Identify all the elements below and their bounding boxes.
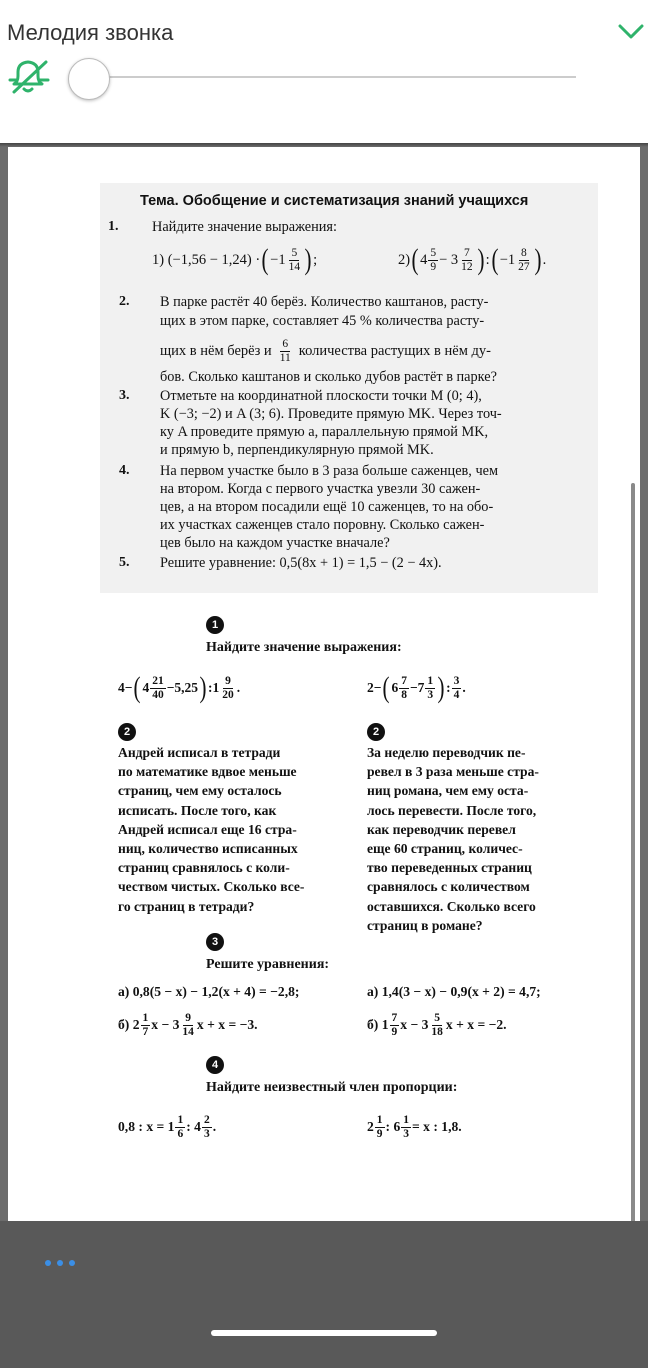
fraction: $\frac{3}{4}$ (453, 674, 460, 701)
slider-track[interactable] (88, 76, 576, 78)
fraction: $\frac{1}{7}$ (142, 1011, 149, 1038)
task-line: на втором. Когда с первого участка увезли 30 сажен- (160, 481, 481, 497)
task-line-part: количества растущих в нём ду- (298, 342, 491, 359)
text-line: страниц, чем ему осталось (118, 783, 282, 799)
number-badge: 4 (206, 1056, 224, 1074)
bell-off-icon[interactable] (8, 58, 52, 98)
text-line: по математике вдвое меньше (118, 764, 297, 780)
expr-part: : (446, 680, 451, 695)
task-line: Отметьте на координатной плоскости точки M (0; 4), (160, 388, 482, 404)
proportion-right (367, 1109, 462, 1145)
task-line: На первом участке было в 3 раза больше саженцев, чем (160, 463, 499, 479)
text-line: Андрей исписал в тетради (118, 745, 281, 760)
proportion-left (118, 1109, 216, 1145)
text-line: Андрей исписал еще 16 стра- (118, 821, 297, 837)
text-line: За неделю переводчик пе- (367, 745, 526, 760)
task-number: 1. (108, 219, 119, 234)
expr-part: ; (313, 251, 318, 268)
task-line: бов. Сколько каштанов и сколько дубов растёт в парке? (160, 369, 497, 385)
expr-part: . (462, 680, 466, 695)
expression-2: 2) ( 4 $\frac{5}{9}$ − 3 $\frac{7}{12}$ ) : ( −1 $\frac{8}{27}$ ) . (398, 243, 547, 276)
task-line: В парке растёт 40 берёз. Количество каштанов, расту- (160, 294, 489, 310)
text-line: чеством чистых. Сколько все- (118, 879, 305, 895)
text-line: как переводчик перевел (367, 821, 516, 837)
expr-part: −7 (409, 680, 425, 695)
fraction: $\frac{1}{3}$ (427, 674, 434, 701)
text-line: сравнялось с количеством (367, 879, 530, 895)
task-line: щих в этом парке, составляет 45 % количества расту- (160, 313, 485, 329)
fraction: $\frac{5}{9}$ (430, 246, 437, 273)
fraction: $\frac{1}{6}$ (177, 1113, 184, 1140)
task-line: и прямую b, перпендикулярную прямой MK. (160, 442, 434, 458)
word-problem-left (118, 743, 328, 916)
expr-part: : 6 (385, 1119, 401, 1134)
number-badge: 3 (206, 933, 224, 951)
text-line: го страниц в тетради? (118, 898, 255, 914)
word-problem-right (367, 743, 578, 935)
chevron-down-icon[interactable] (616, 20, 646, 42)
expr-part: 2 (367, 1119, 374, 1134)
expr-part: : (485, 251, 490, 268)
expr-part: 4 (420, 251, 428, 268)
expr-part: 2− (367, 680, 382, 695)
text-line: страниц сравнялось с коли- (118, 860, 290, 876)
expr-part: . (236, 680, 241, 695)
number-badge: 2 (367, 723, 385, 741)
expr-part: x − 3 (151, 1017, 180, 1032)
doc-title: Тема. Обобщение и систематизация знаний учащихся (140, 193, 529, 209)
section-heading: Решите уравнения: (206, 957, 330, 972)
expression-1: 1) (−1,56 − 1,24) · ( −1 $\frac{5}{14}$ ) ; (152, 243, 318, 276)
fraction: $\frac{1}{3}$ (403, 1113, 410, 1140)
expr-part: б) 2 (118, 1017, 140, 1032)
volume-slider[interactable] (68, 56, 580, 100)
task-line (160, 333, 491, 369)
text-line: тво переведенных страниц (367, 860, 532, 876)
expr-part: x + x = −2. (445, 1017, 507, 1032)
more-horizontal-icon[interactable] (44, 1259, 76, 1267)
expr-part: − 3 (439, 251, 459, 268)
expr-part: 0,8 : x = 1 (118, 1119, 175, 1134)
fraction: $\frac{5}{18}$ (431, 1011, 443, 1038)
fraction: $\frac{6}{11}$ (279, 337, 291, 364)
expr-part: :1 (208, 680, 220, 695)
bottom-bar (0, 1221, 648, 1368)
expr-part: : 4 (186, 1119, 201, 1134)
task-line-part: щих в нём берёз и (160, 342, 272, 359)
expression-right: 2− ( 6 $\frac{7}{8}$ −7 $\frac{1}{3}$ ) : $\frac{3}{4}$ . (367, 671, 466, 704)
expr-part: = x : 1,8. (412, 1119, 462, 1134)
fraction: $\frac{1}{9}$ (376, 1113, 383, 1140)
expr-part: x − 3 (400, 1017, 429, 1032)
fraction: $\frac{2}{3}$ (203, 1113, 210, 1140)
equation-b-right (367, 1007, 507, 1043)
task-line: K (−3; −2) и A (3; 6). Проведите прямую MK. Через точ- (160, 406, 502, 422)
expr-part: 4 (142, 680, 150, 695)
task-line: их участках саженцев стало поровну. Сколько сажен- (160, 517, 485, 533)
section-heading: Найдите неизвестный член пропорции: (206, 1080, 458, 1095)
expr-part: x + x = −3. (196, 1017, 258, 1032)
task-number: 3. (119, 388, 130, 403)
text-line: еще 60 страниц, количес- (367, 841, 523, 857)
text-line: страниц в романе? (367, 917, 483, 933)
task-number: 4. (119, 463, 130, 478)
text-line: ниц, количество исписанных (118, 841, 298, 857)
fraction: $\frac{8}{27}$ (518, 246, 530, 273)
equation-b-left (118, 1007, 258, 1043)
text-line: исписать. После того, как (118, 802, 277, 818)
expr-part: −1 (499, 251, 516, 268)
equation-a-left: а) 0,8(5 − x) − 1,2(x + 4) = −2,8; (118, 984, 300, 999)
expr-part: 2) (398, 251, 411, 268)
number-badge: 2 (118, 723, 136, 741)
expr-part: −5,25 (166, 680, 199, 695)
fraction: $\frac{21}{40}$ (152, 674, 164, 701)
task-number: 2. (119, 294, 130, 309)
expr-part: 6 (391, 680, 399, 695)
expr-part: −1 (270, 251, 286, 268)
fraction: $\frac{5}{14}$ (288, 246, 301, 273)
equation-a-right: а) 1,4(3 − x) − 0,9(x + 2) = 4,7; (367, 984, 541, 999)
text-line: лось перевести. После того, (367, 802, 537, 818)
task-text: Найдите значение выражения: (152, 219, 337, 235)
text-line: оставшихся. Сколько всего (367, 898, 536, 914)
slider-knob[interactable] (68, 58, 110, 100)
task-line: Решите уравнение: 0,5(8x + 1) = 1,5 − (2 − 4x). (160, 555, 442, 571)
document-viewer (0, 143, 648, 1221)
section-heading: Найдите значение выражения: (206, 640, 402, 655)
fraction: $\frac{9}{20}$ (222, 674, 234, 701)
expr-part: 1) (−1,56 − 1,24) · (152, 251, 261, 268)
expr-part: . (212, 1119, 217, 1134)
number-badge: 1 (206, 616, 224, 634)
fraction: $\frac{9}{14}$ (182, 1011, 194, 1038)
fraction: $\frac{7}{12}$ (461, 246, 473, 273)
task-line: ку A проведите прямую a, параллельную прямой MK, (160, 424, 489, 440)
home-indicator[interactable] (211, 1330, 437, 1336)
task-line: цев, а на втором посадили ещё 10 саженцев, то на обо- (160, 499, 494, 515)
ringtone-title: Мелодия звонка (7, 20, 174, 45)
task-line: цев было на каждом участке вначале? (160, 535, 390, 551)
ringtone-panel (0, 0, 648, 143)
fraction: $\frac{7}{9}$ (391, 1011, 398, 1038)
expr-part: б) 1 (367, 1017, 389, 1032)
document-page[interactable] (8, 147, 640, 1221)
task-number: 5. (119, 555, 130, 570)
expr-part: . (542, 251, 547, 268)
expr-part: 4− (118, 680, 133, 695)
fraction: $\frac{7}{8}$ (401, 674, 407, 701)
expression-left: 4− ( 4 $\frac{21}{40}$ −5,25 ) :1 $\frac{9}{20}$ . (118, 671, 241, 704)
text-line: ниц романа, чем ему оста- (367, 783, 529, 799)
text-line: ревел в 3 раза меньше стра- (367, 764, 539, 780)
